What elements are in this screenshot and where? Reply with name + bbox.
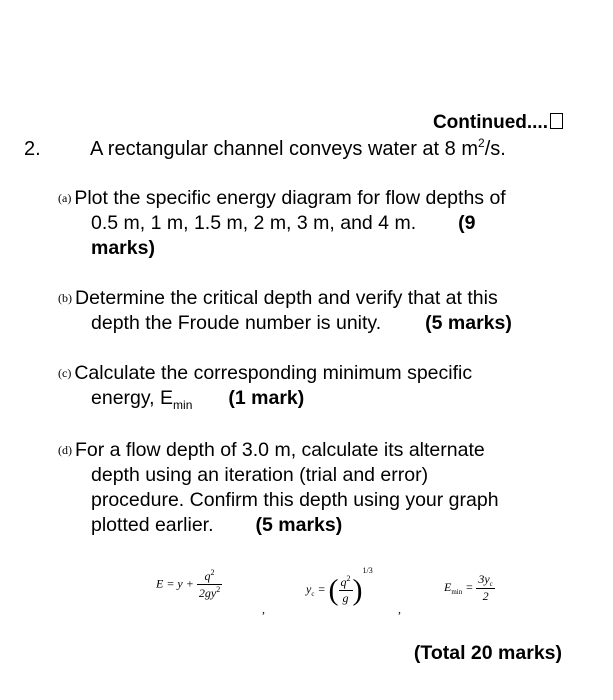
formula2-num-sup: 2: [346, 574, 351, 584]
formula1-fraction: [197, 568, 222, 601]
formula2-lhs-sub: c: [311, 590, 315, 598]
formula2-fraction: [339, 574, 353, 606]
continued-header: [433, 112, 563, 134]
part-b-line1: Determine the critical depth and verify that at this: [75, 287, 498, 309]
formula3-lhs: E: [444, 579, 452, 594]
stem-tail: /s.: [484, 138, 506, 160]
total-marks: (Total 20 marks): [413, 642, 562, 664]
formula3-denominator: 2: [482, 589, 489, 603]
stem-text: A rectangular channel conveys water at 8 m: [90, 138, 478, 160]
part-c-subscript: min: [173, 398, 193, 412]
part-d-line1: For a flow depth of 3.0 m, calculate its alternate: [75, 439, 485, 461]
part-b-marks: (5 marks): [425, 312, 512, 334]
part-d-line3: procedure. Confirm this depth using your graph: [91, 489, 499, 511]
box-icon: [550, 113, 563, 129]
part-c-line2: energy, E: [91, 387, 174, 409]
formula1-num-sup: 2: [210, 568, 215, 577]
part-d-line4: plotted earlier.: [91, 514, 214, 536]
part-d: [58, 438, 568, 538]
right-paren: ): [352, 573, 363, 607]
formula2-eq: =: [314, 582, 329, 596]
part-a-line1: Plot the specific energy diagram for flow depths of: [74, 187, 506, 209]
part-c: [58, 361, 568, 411]
formula-comma-1: ,: [262, 602, 265, 616]
formula-critical-depth: [306, 566, 373, 607]
part-a-marks-2: marks): [91, 237, 155, 259]
part-a-marks-1: (9: [458, 212, 476, 234]
formula3-fraction: [476, 572, 494, 604]
part-a: [58, 186, 568, 261]
part-d-line2: depth using an iteration (trial and error): [91, 464, 429, 486]
formula1-den-sup: 2: [216, 585, 221, 594]
part-b: [58, 286, 568, 336]
formula3-num-sub: c: [489, 580, 493, 588]
formula2-lhs: y: [306, 582, 312, 596]
question-number: 2.: [24, 138, 41, 160]
part-b-line2: depth the Froude number is unity.: [91, 312, 382, 334]
part-a-label: (a): [58, 191, 72, 205]
part-d-label: (d): [58, 443, 72, 457]
part-c-label: (c): [58, 366, 72, 380]
formula3-lhs-sub: min: [451, 587, 463, 596]
left-paren: (: [328, 573, 339, 607]
question-stem: [90, 138, 506, 161]
part-c-marks: (1 mark): [228, 387, 305, 409]
formula1-denominator: 2gy: [198, 586, 217, 600]
formula2-denominator: g: [342, 591, 349, 606]
formula-min-energy: [444, 572, 495, 604]
formula1-lhs: E = y +: [156, 576, 194, 591]
formula1-numerator: q: [204, 569, 211, 583]
continued-text: Continued....: [432, 112, 548, 133]
formula3-numerator: 3y: [478, 572, 490, 586]
part-b-label: (b): [58, 291, 72, 305]
formula-comma-2: ,: [398, 602, 401, 616]
formula2-exponent: 1/3: [362, 566, 373, 575]
part-a-line2: 0.5 m, 1 m, 1.5 m, 2 m, 3 m, and 4 m.: [91, 212, 417, 234]
formula-specific-energy: [156, 568, 222, 601]
formula3-eq: =: [462, 579, 477, 594]
part-c-line1: Calculate the corresponding minimum specific: [74, 362, 473, 384]
formula2-numerator: q: [340, 575, 347, 590]
part-d-marks: (5 marks): [255, 514, 343, 536]
stem-superscript: 2: [478, 136, 485, 150]
